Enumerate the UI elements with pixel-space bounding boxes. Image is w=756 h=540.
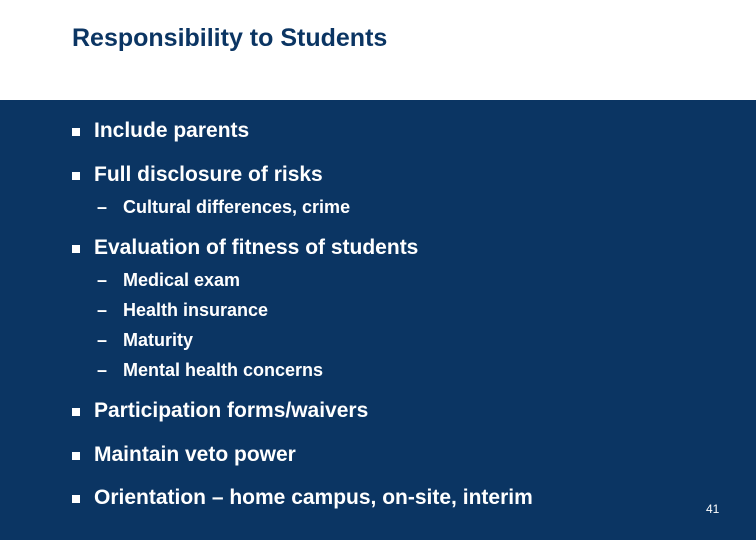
square-bullet-icon	[72, 495, 80, 503]
dash-marker: –	[97, 270, 108, 290]
bullet-item	[0, 443, 756, 469]
sub-bullet-item	[0, 330, 756, 352]
dash-marker: –	[97, 300, 108, 320]
bullet-text: Orientation – home campus, on-site, interim	[94, 486, 533, 509]
bullet-text: Include parents	[94, 119, 250, 142]
sub-bullet-item	[0, 300, 756, 322]
sub-bullet-text: Medical exam	[123, 270, 241, 290]
sub-bullet-item	[0, 360, 756, 382]
bullet-text: Evaluation of fitness of students	[94, 236, 419, 259]
bullet-item	[0, 399, 756, 425]
bullet-text: Participation forms/waivers	[94, 399, 369, 422]
sub-bullet-text: Health insurance	[123, 300, 269, 320]
bullet-item	[0, 236, 756, 262]
slide-title: Responsibility to Students	[72, 24, 388, 52]
bullet-item	[0, 119, 756, 145]
square-bullet-icon	[72, 172, 80, 180]
sub-bullet-text: Maturity	[123, 330, 194, 350]
bullet-text: Full disclosure of risks	[94, 163, 323, 186]
bullet-text: Maintain veto power	[94, 443, 296, 466]
square-bullet-icon	[72, 245, 80, 253]
sub-bullet-item	[0, 270, 756, 292]
sub-bullet-text: Mental health concerns	[123, 360, 324, 380]
sub-bullet-text: Cultural differences, crime	[123, 197, 351, 217]
square-bullet-icon	[72, 128, 80, 136]
square-bullet-icon	[72, 408, 80, 416]
slide-header	[0, 0, 756, 100]
page-number: 41	[706, 502, 720, 516]
dash-marker: –	[97, 360, 108, 380]
sub-bullet-item	[0, 197, 756, 219]
bullet-item	[0, 163, 756, 189]
bullet-item	[0, 486, 640, 512]
dash-marker: –	[97, 330, 108, 350]
dash-marker: –	[97, 197, 108, 217]
square-bullet-icon	[72, 452, 80, 460]
